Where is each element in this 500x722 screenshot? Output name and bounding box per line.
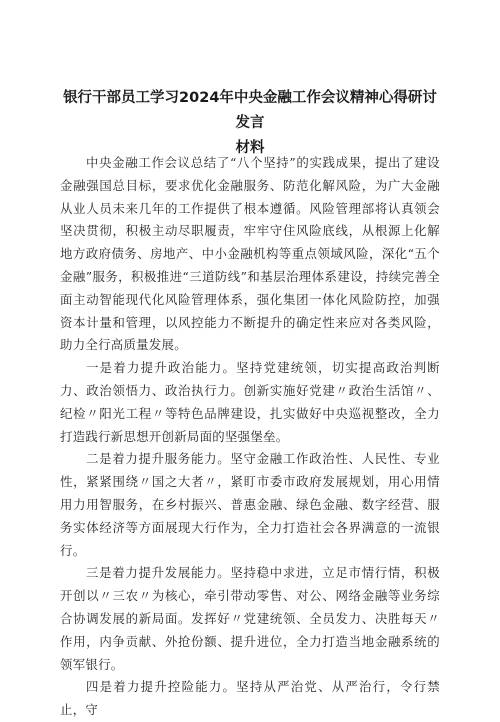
point-two-paragraph: 二是着力提升服务能力。坚守金融工作政治性、人民性、专业性，紧紧围绕〃国之大者〃，紧盯市委市政府发展规划，用心用情用力用智服务，在乡村振兴、普惠金融、绿色金融、数字经营、服务实体经济等方面展现大行作为，全力打造社会各界满意的一流银行。 — [60, 451, 440, 558]
title-line-2: 材料 — [235, 140, 265, 156]
intro-paragraph: 中央金融工作会议总结了“八个坚持”的实践成果，提出了建设金融强国总目标，要求优化金融服务、防范化解风险，为广大金融从业人员未来几年的工作提供了根本遵循。风险管理部将认真领会坚决贯彻，积极主动尽职履责，牢牢守住风险底线，从根源上化解地方政府债务、房地产、中小金融机构等重点领域风险，深化“五个金融”服务，积极推进“三道防线”和基层治理体系建设，持续完善全面主动智能现代化风险管理体系，强化集团一体化风险防控，加强资本计量和管理，以风控能力不断提升的确定性来应对各类风险，助力全行高质量发展。 — [60, 155, 440, 353]
point-four-paragraph: 四是着力提升控险能力。坚持从严治党、从严治行，令行禁止，守 — [60, 679, 440, 718]
point-one-paragraph: 一是着力提升政治能力。坚持党建统领，切实提高政治判断力、政治领悟力、政治执行力。创新实施好党建〃政治生活馆〃、纪检〃阳光工程〃等特色品牌建设，扎实做好中央巡视整改，全力打造践行新思想开创新局面的坚强堡垒。 — [60, 360, 440, 444]
title-line-1: 银行干部员工学习2024年中央金融工作会议精神心得研讨发言 — [63, 90, 437, 131]
point-three-paragraph: 三是着力提升发展能力。坚持稳中求进，立足市情行情，积极开创以〃三农〃为核心，牵引带动零售、对公、网络金融等业务综合协调发展的新局面。发挥好〃党建统领、全员发力、决胜每天〃作用，内争贡献、外抢份额、提升进位，全力打造当地金融系统的领军银行。 — [60, 565, 440, 672]
document-body — [60, 152, 440, 722]
document-title — [60, 86, 440, 161]
